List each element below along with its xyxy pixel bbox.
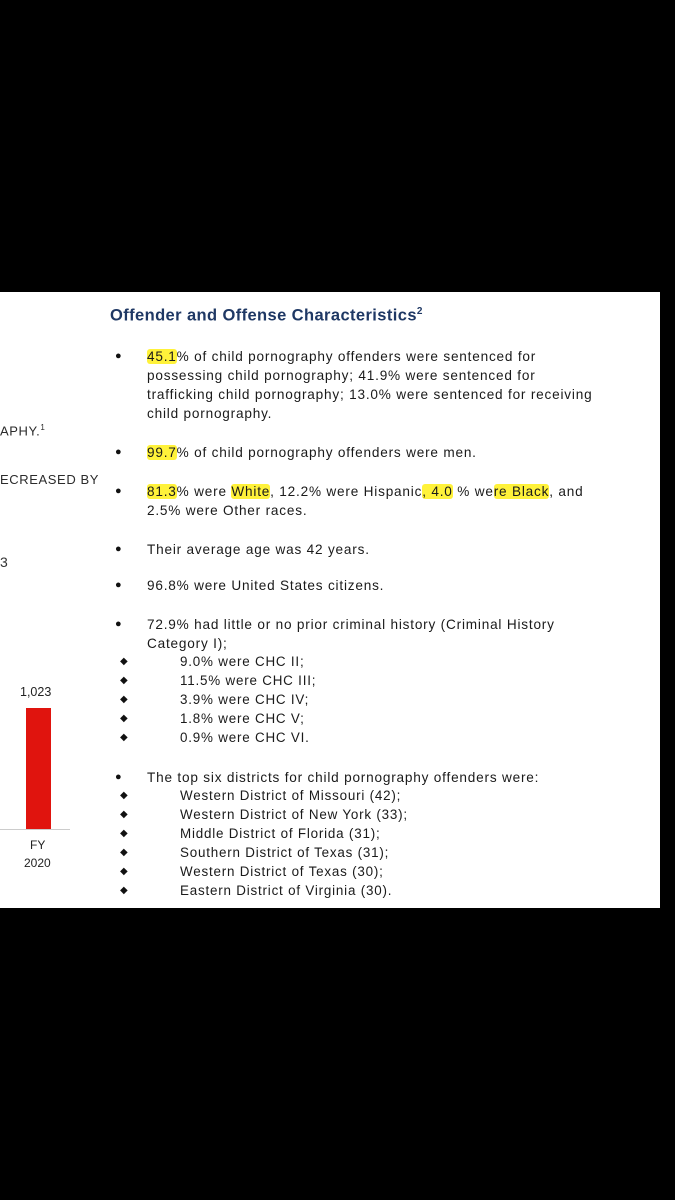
bullet-item-age: ● Their average age was 42 years. [115,542,370,557]
sub-list-item: ◆ Western District of Missouri (42); [150,787,401,806]
bullet-icon: ● [115,579,123,591]
sub-list-item: ◆ 1.8% were CHC V; [150,710,305,729]
diamond-icon: ◆ [120,656,129,667]
left-column-cut-text: 3 [0,554,9,570]
highlighted-text: 81.3 [147,484,177,499]
section-title: Offender and Offense Characteristics$^2$ [110,306,423,325]
highlighted-text: , 4.0 [422,484,453,499]
bullet-icon: ● [115,618,123,630]
sub-list-item: ◆ Western District of New York (33); [150,806,408,825]
chart-axis-line [0,829,70,830]
bar-category-label: 2020 [24,856,51,870]
bullet-item-sentencing: ● 45.1% of child pornography offenders were sentenced for possessing child pornography; 41.9% were sentenced for trafficking child pornography; 13.0% were sentenced for receiving child pornography. [115,349,593,421]
diamond-icon: ◆ [120,694,129,705]
bullet-icon: ● [115,771,123,783]
highlighted-text: White [231,484,271,499]
diamond-icon: ◆ [120,790,129,801]
bullet-icon: ● [115,543,123,555]
bullet-item-districts: ● The top six districts for child pornography offenders were: [115,770,540,785]
bar-value-label: 1,023 [20,685,52,699]
bullet-icon: ● [115,350,123,362]
highlighted-text: re Black [493,484,550,499]
bullet-item-citizenship: ● 96.8% were United States citizens. [115,578,385,593]
highlighted-text: 99.7 [147,445,177,460]
bar-fy2020 [26,708,51,830]
sub-list-item: ◆ 3.9% were CHC IV; [150,691,309,710]
diamond-icon: ◆ [120,732,129,743]
left-column-cut-text: ECREASED BY [0,472,100,487]
diamond-icon: ◆ [120,809,129,820]
highlighted-text: 45.1 [147,349,177,364]
sub-list-item: ◆ Middle District of Florida (31); [150,825,380,844]
sub-list-item: ◆ Western District of Texas (30); [150,863,384,882]
bullet-item-gender: ● 99.7% of child pornography offenders were men. [115,445,477,460]
bar-category-label: FY [30,838,46,852]
left-column-cut-text: APHY.$^1$ [0,423,46,439]
diamond-icon: ◆ [120,828,129,839]
sub-list-item: ◆ 9.0% were CHC II; [150,653,304,672]
bullet-item-race: ● 81.3% were White, 12.2% were Hispanic, 4.0 % were Black, and 2.5% were Other races. [115,484,584,518]
bullet-icon: ● [115,485,123,497]
document-page [0,292,660,908]
bullet-item-criminal-history: ● 72.9% had little or no prior criminal history (Criminal History Category I); [115,617,555,651]
bullet-icon: ● [115,446,123,458]
sub-list-item: ◆ 0.9% were CHC VI. [150,729,310,748]
sub-list-item: ◆ Eastern District of Virginia (30). [150,882,392,901]
sub-list-item: ◆ 11.5% were CHC III; [150,672,316,691]
sub-list-item: ◆ Southern District of Texas (31); [150,844,389,863]
diamond-icon: ◆ [120,885,129,896]
diamond-icon: ◆ [120,675,129,686]
diamond-icon: ◆ [120,713,129,724]
diamond-icon: ◆ [120,847,129,858]
diamond-icon: ◆ [120,866,129,877]
